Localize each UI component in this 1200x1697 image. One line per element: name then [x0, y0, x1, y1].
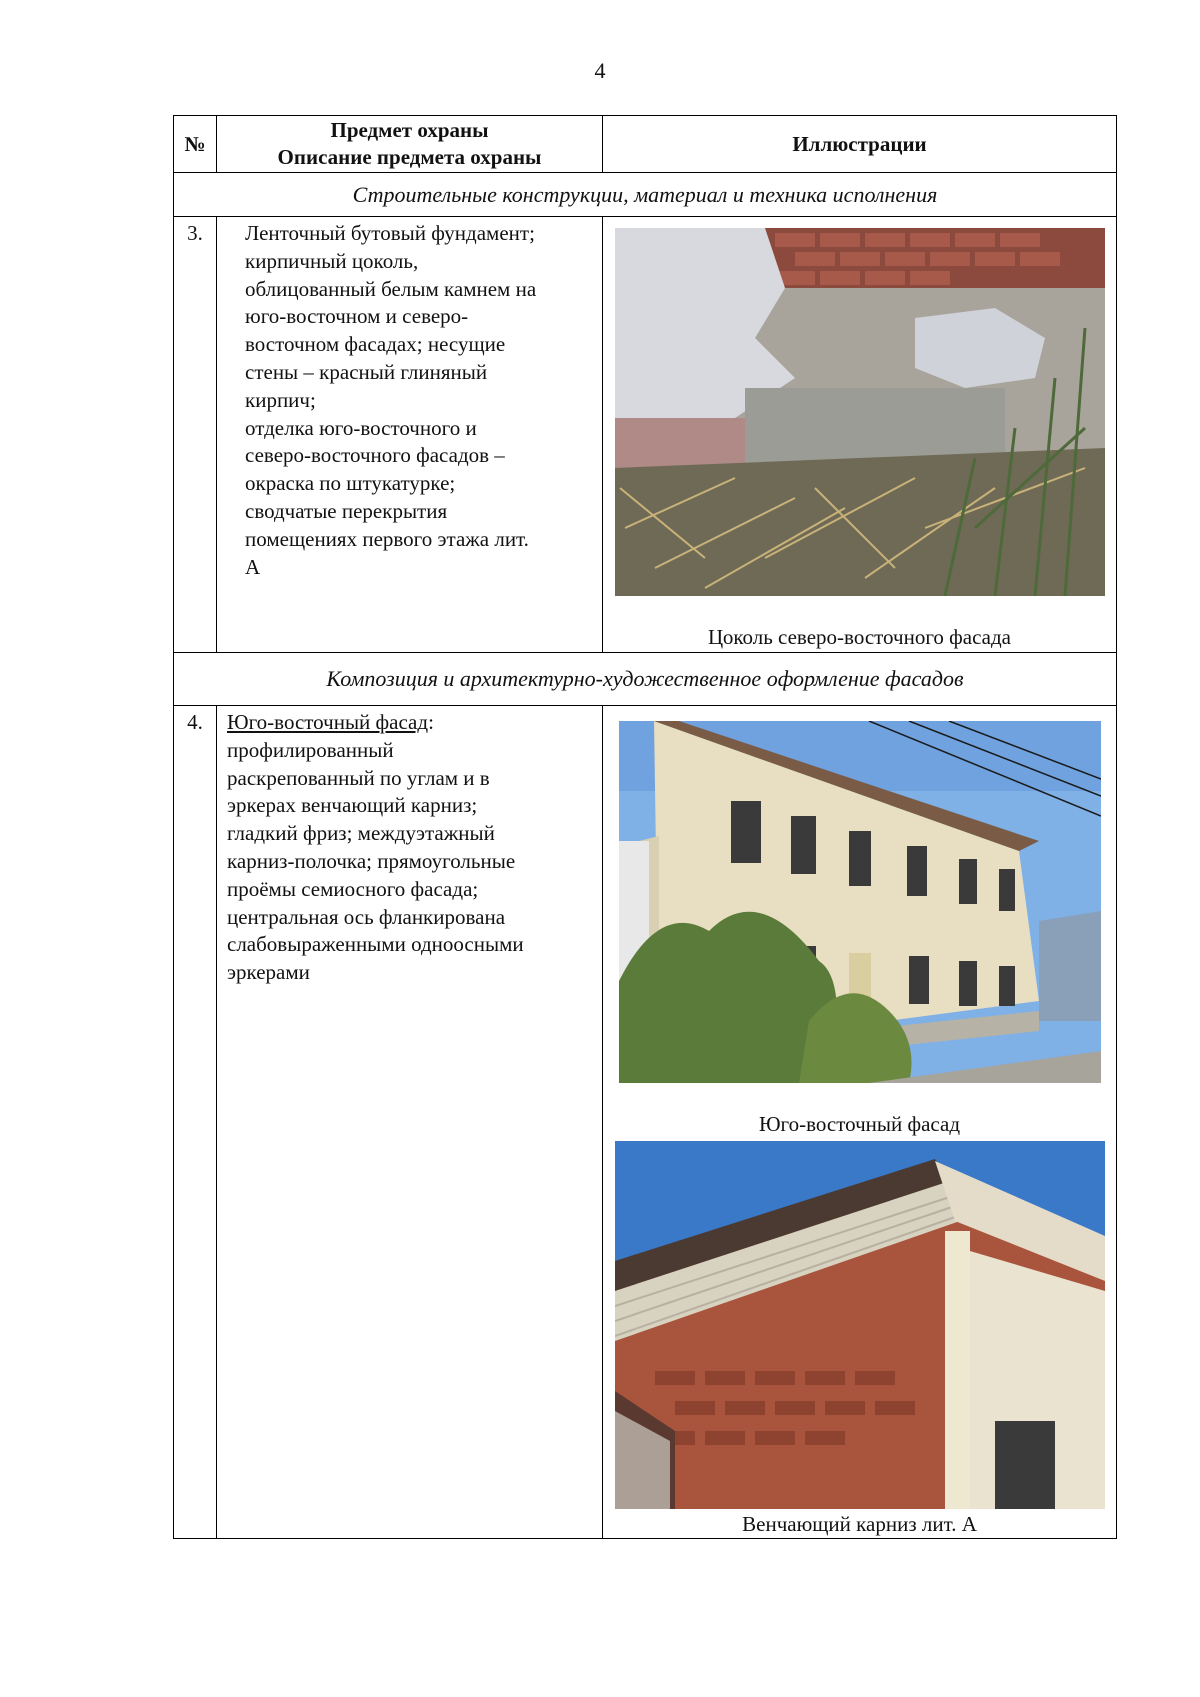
row-description	[217, 217, 603, 653]
description-line: гладкий фриз; междуэтажный	[227, 821, 495, 846]
description-line: юго-восточном и северо-	[245, 304, 469, 329]
protection-subject-table	[173, 115, 1117, 1539]
cornice-photo	[615, 1141, 1105, 1509]
description-line: центральная ось фланкирована	[227, 904, 506, 929]
description-line: сводчатые перекрытия	[245, 498, 448, 523]
facade-photo	[619, 721, 1101, 1083]
row-illustration	[603, 706, 1117, 1539]
row-description	[217, 706, 603, 1539]
description-line	[227, 709, 594, 737]
description-line: слабовыраженными одноосными	[227, 932, 524, 957]
description-line: эркерами	[227, 960, 310, 985]
description-line: раскрепованный по углам и в	[227, 765, 490, 790]
header-subject-line1: Предмет охраны	[330, 118, 489, 142]
photo-caption: Цоколь северо-восточного фасада	[707, 625, 1011, 649]
facade-label-colon: :	[428, 710, 434, 734]
photo-caption: Юго-восточный фасад	[758, 1112, 961, 1136]
section-row	[174, 173, 1117, 217]
description-line: Ленточный бутовый фундамент;	[245, 221, 535, 245]
section-title-facades: Композиция и архитектурно-художественное оформление фасадов	[174, 653, 1117, 706]
description-line: эркерах венчающий карниз;	[227, 793, 478, 818]
description-line: карниз-полочка; прямоугольные	[227, 848, 516, 873]
page-number: 4	[594, 58, 606, 83]
description-line: отделка юго-восточного и	[245, 415, 477, 440]
description-line: кирпичный цоколь,	[245, 248, 419, 273]
header-illustrations: Иллюстрации	[603, 116, 1117, 173]
row-number: 4.	[174, 706, 217, 1539]
description-line: А	[245, 554, 261, 579]
description-line: облицованный белым камнем на	[245, 276, 537, 301]
description-line: кирпич;	[245, 387, 316, 412]
table-row	[174, 217, 1117, 653]
plinth-photo	[615, 228, 1105, 596]
section-title-structures: Строительные конструкции, материал и техника исполнения	[174, 173, 1117, 217]
table-header-row	[174, 116, 1117, 173]
photo-caption: Венчающий карниз лит. А	[742, 1512, 977, 1536]
facade-label: Юго-восточный фасад	[227, 710, 429, 734]
header-subject	[217, 116, 603, 173]
description-line: стены – красный глиняный	[245, 359, 488, 384]
description-line: проёмы семиосного фасада;	[227, 876, 479, 901]
section-row	[174, 653, 1117, 706]
description-line: помещениях первого этажа лит.	[245, 526, 529, 551]
description-line: северо-восточного фасадов –	[245, 443, 505, 468]
description-line: окраска по штукатурке;	[245, 471, 456, 496]
header-number: №	[174, 116, 217, 173]
header-subject-line2: Описание предмета охраны	[277, 145, 542, 169]
row-number: 3.	[174, 217, 217, 653]
row-illustration	[603, 217, 1117, 653]
table-row	[174, 706, 1117, 1539]
description-line: восточном фасадах; несущие	[245, 332, 506, 357]
description-line: профилированный	[227, 737, 394, 762]
